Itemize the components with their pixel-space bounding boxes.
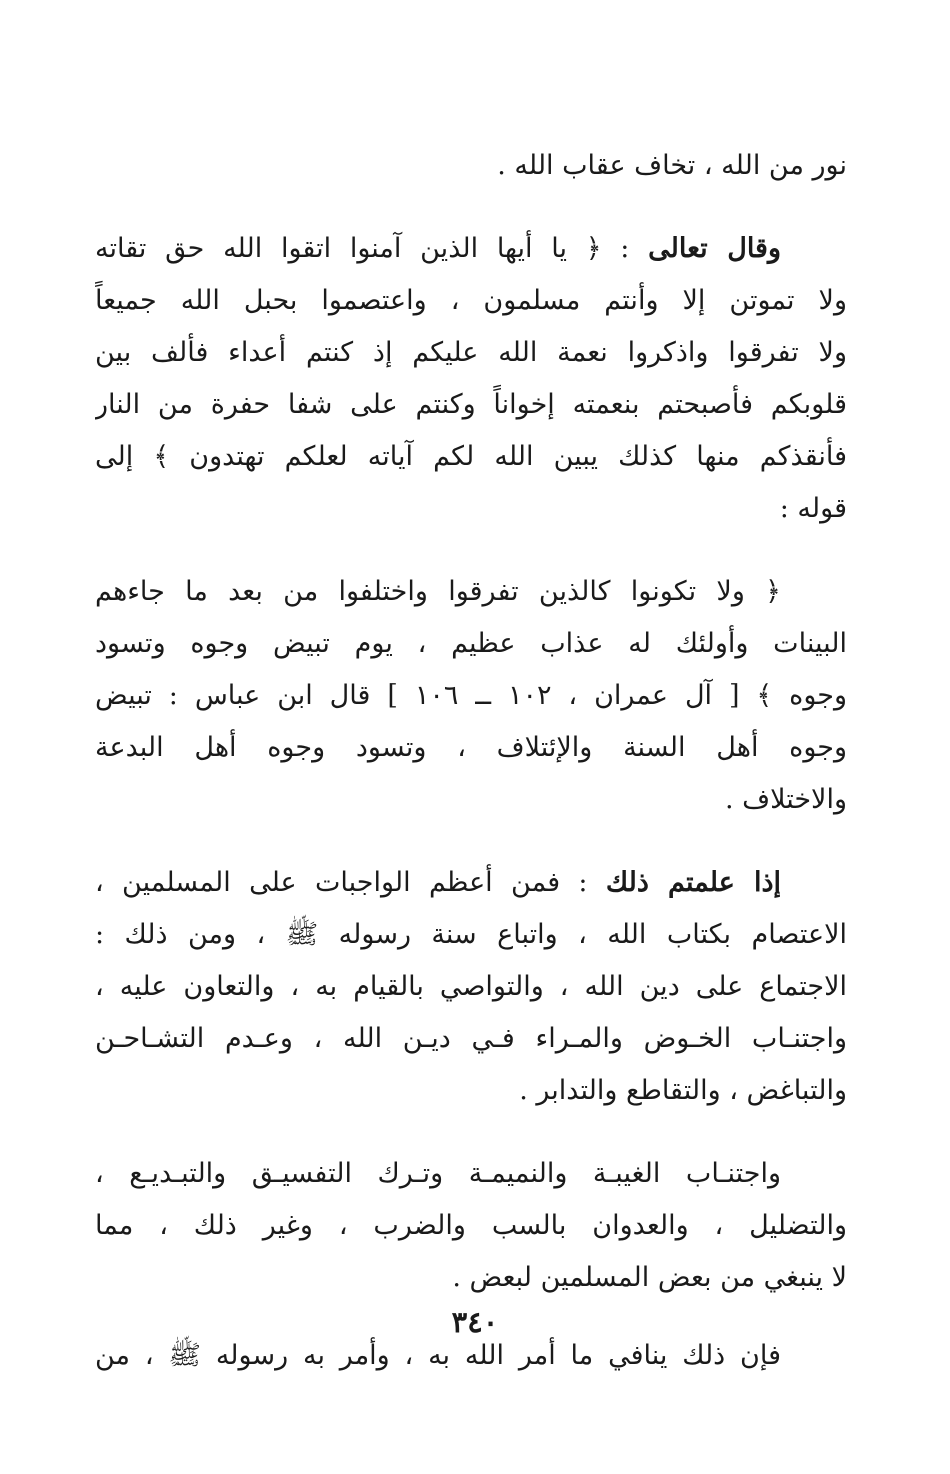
text-line: فإن ذلك ينافي ما أمر الله به ، وأمر به رسوله ﷺ ، من: [95, 1340, 781, 1371]
text-line: [95, 857, 847, 909]
text-line: والتضليل ، والعدوان بالسب والضرب ، وغير ذلك ، مما: [95, 1210, 847, 1241]
text-line: ولا تموتن إلا وأنتم مسلمون ، واعتصموا بحبل الله جميعاً: [95, 285, 847, 316]
paragraph-1: [95, 140, 847, 192]
text-line: البينات وأولئك له عذاب عظيم ، يوم تبيض وجوه وتسود: [95, 628, 847, 659]
text-line: نور من الله ، تخاف عقاب الله .: [497, 150, 847, 181]
paragraph-gap: [95, 1117, 847, 1148]
text-line: وجوه أهل السنة والإئتلاف ، وتسود وجوه أهل البدعة: [95, 732, 847, 763]
text-line: فأنقذكم منها كذلك يبين الله لكم آياته لعلكم تهتدون ﴾ إلى: [95, 441, 847, 472]
text-line: قوله :: [779, 493, 847, 524]
text-line: ﴿ ولا تكونوا كالذين تفرقوا واختلفوا من بعد ما جاءهم: [95, 576, 781, 607]
text-line: ولا تفرقوا واذكروا نعمة الله عليكم إذ كنتم أعداء فألف بين: [95, 337, 847, 368]
paragraph-gap: [95, 535, 847, 566]
page-body: [95, 140, 847, 1382]
lead-phrase: إذا علمتم ذلك: [605, 867, 781, 898]
paragraph-2: [95, 223, 847, 535]
text-line: واجتنـاب الغيبـة والنميمـة وتـرك التفسيـق والتبـديـع ،: [95, 1158, 781, 1189]
text-line: قلوبكم فأصبحتم بنعمته إخواناً وكنتم على شفا حفرة من النار: [95, 389, 847, 420]
text-line: واجتنـاب الخـوض والمـراء فـي ديـن الله ، وعـدم التشـاحـن: [95, 1023, 847, 1054]
text-line: الاعتصام بكتاب الله ، واتباع سنة رسوله ﷺ ، ومن ذلك :: [95, 919, 847, 950]
paragraph-4: [95, 857, 847, 1117]
paragraph-gap: [95, 192, 847, 223]
lead-phrase: وقال تعالى: [648, 233, 782, 264]
paragraph-5: [95, 1148, 847, 1304]
text-line: وجوه ﴾ [ آل عمران ، ١٠٢ ــ ١٠٦ ] قال ابن عباس : تبيض: [95, 680, 847, 711]
text-line: الاجتماع على دين الله ، والتواصي بالقيام به ، والتعاون عليه ،: [95, 971, 847, 1002]
paragraph-3: [95, 566, 847, 826]
page-number: ٣٤٠: [451, 1305, 499, 1339]
text-line: لا ينبغي من بعض المسلمين لبعض .: [452, 1262, 847, 1293]
line-continuation: : ﴿ يا أيها الذين آمنوا اتقوا الله حق تقاته: [95, 233, 649, 264]
text-line: [95, 223, 847, 275]
text-line: والتباغض ، والتقاطع والتدابر .: [519, 1075, 847, 1106]
line-continuation: : فمن أعظم الواجبات على المسلمين ،: [95, 867, 606, 898]
text-line: والاختلاف .: [724, 784, 847, 815]
paragraph-gap: [95, 826, 847, 857]
